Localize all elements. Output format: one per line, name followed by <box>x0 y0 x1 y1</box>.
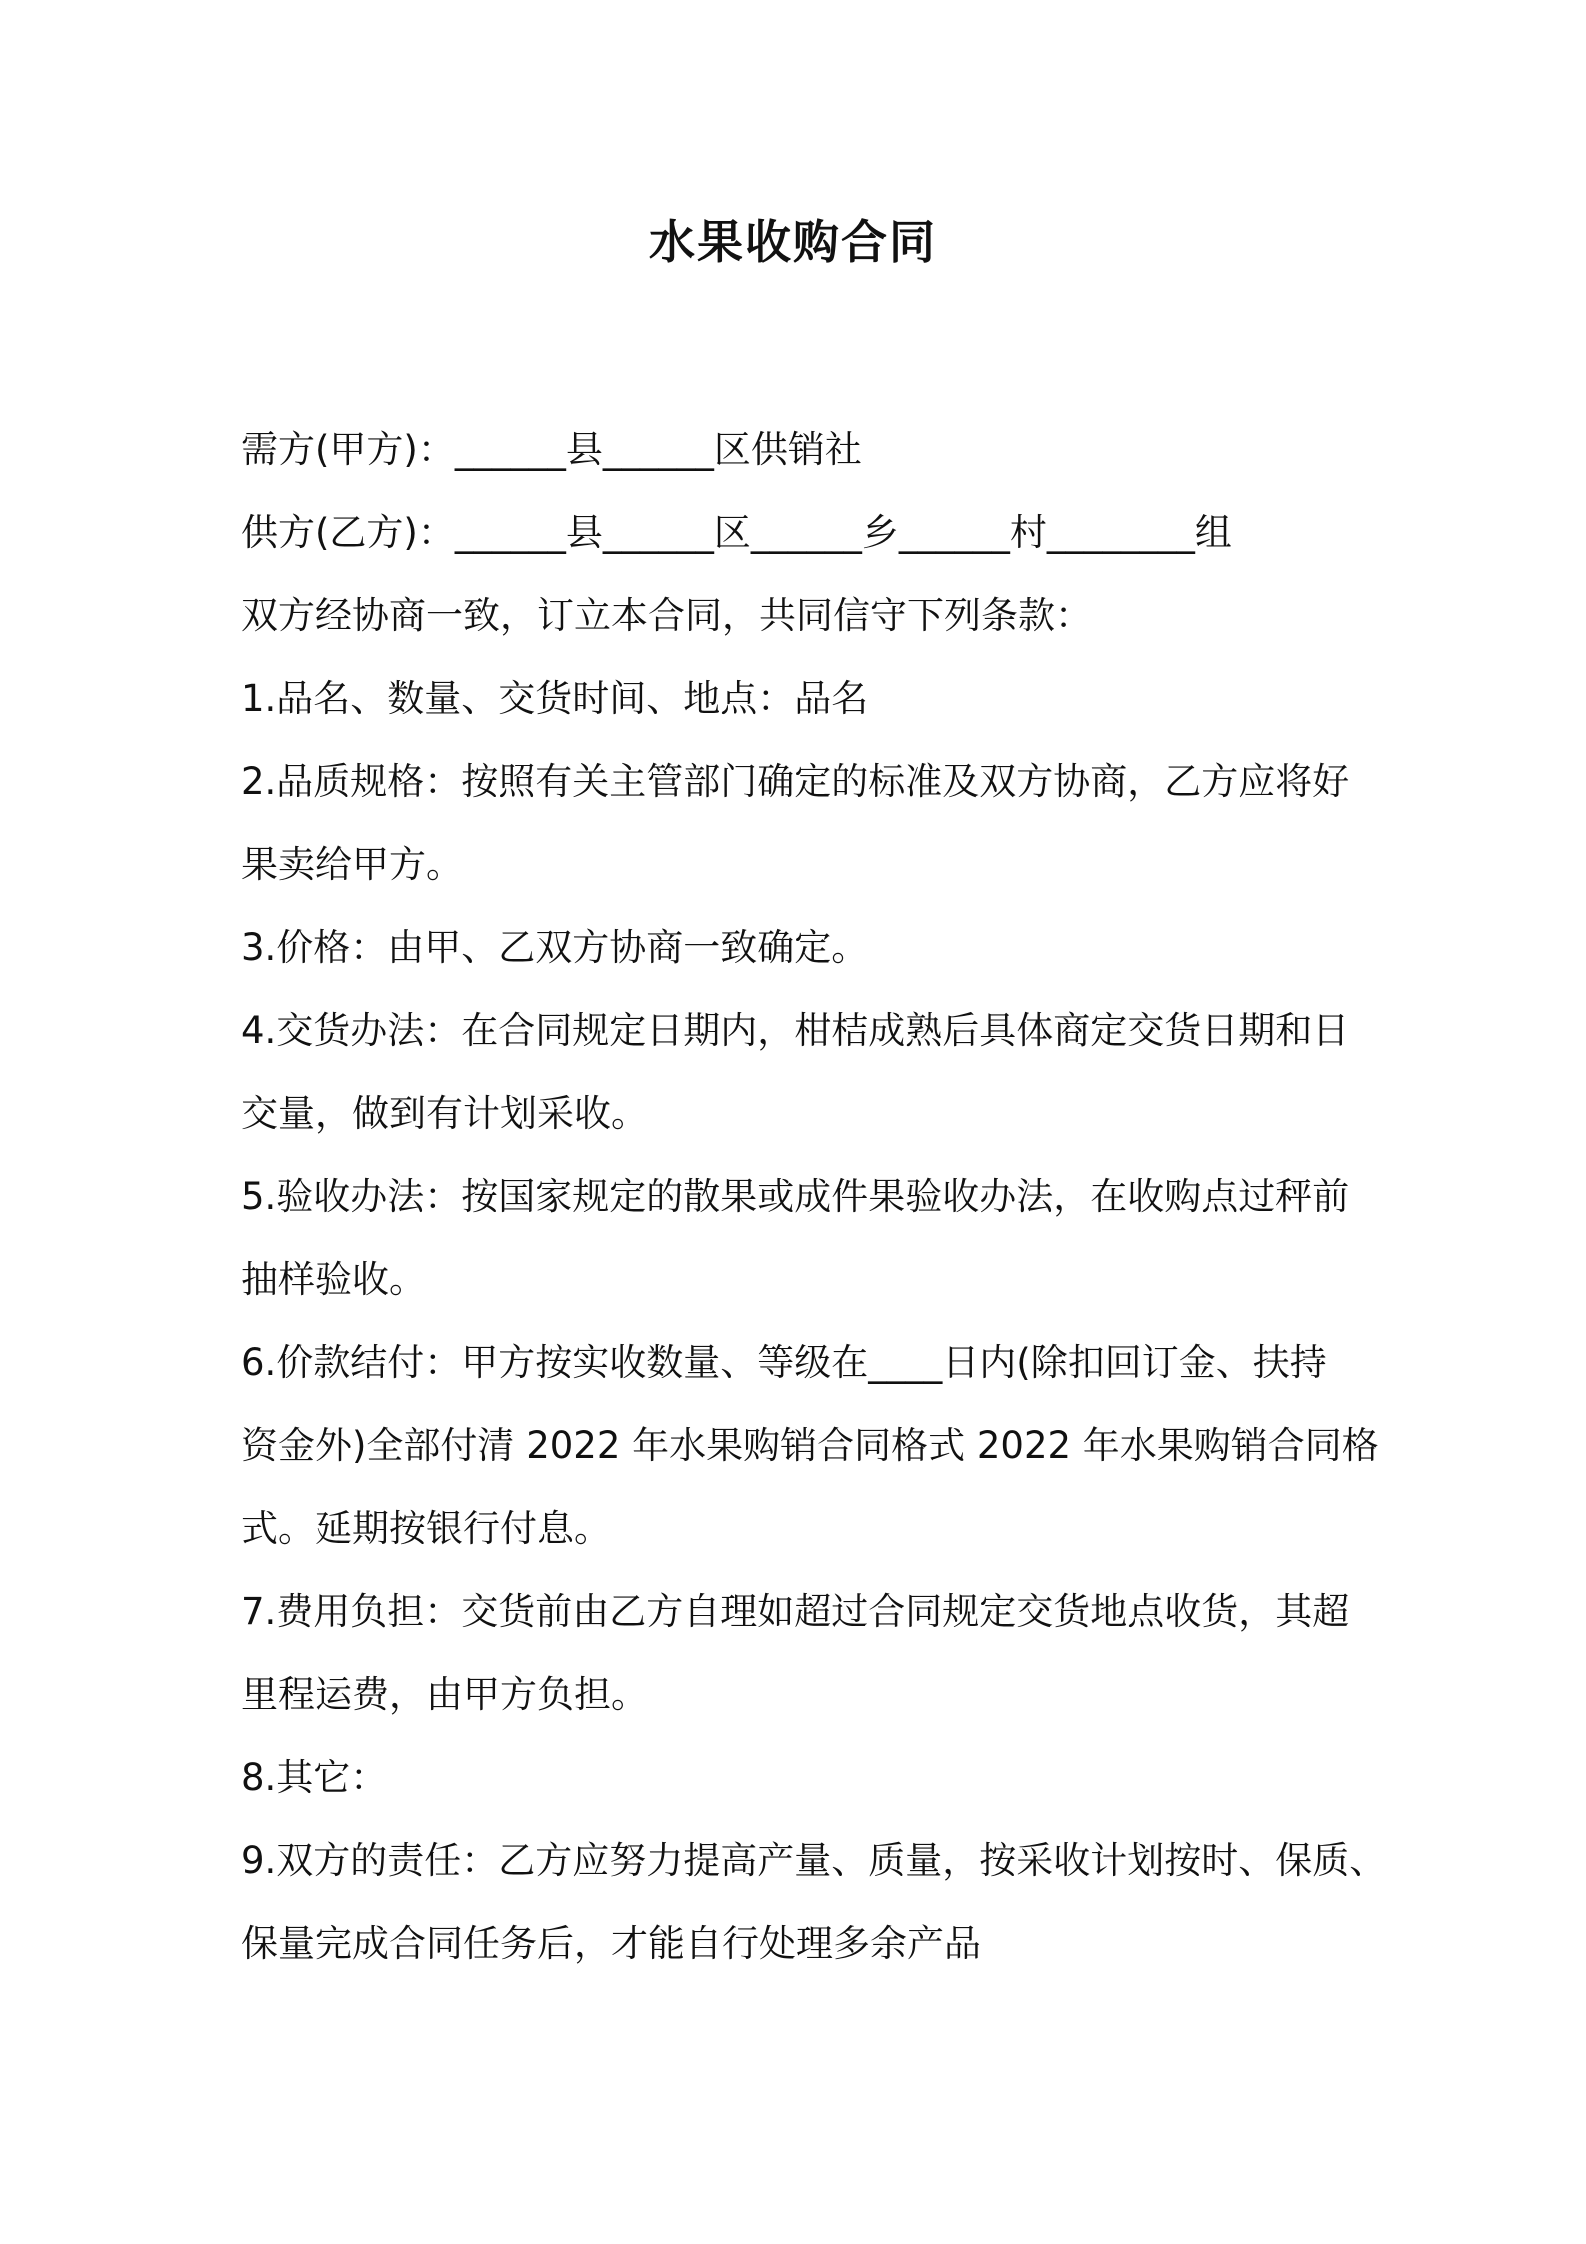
clause-5-continued: 抽样验收。 <box>241 1258 426 1301</box>
clause-2-continued: 果卖给甲方。 <box>241 843 463 886</box>
clause-6-line: 6.价款结付：甲方按实收数量、等级在____日内(除扣回订金、扶持 <box>241 1341 1327 1384</box>
document-title: 水果收购合同 <box>649 215 937 269</box>
intro-line: 双方经协商一致，订立本合同，共同信守下列条款： <box>241 594 1092 637</box>
clause-5-line: 5.验收办法：按国家规定的散果或成件果验收办法，在收购点过秤前 <box>241 1175 1350 1218</box>
clause-3-line: 3.价格：由甲、乙双方协商一致确定。 <box>241 926 869 969</box>
clause-9-line: 9.双方的责任：乙方应努力提高产量、质量，按采收计划按时、保质、 <box>241 1839 1387 1882</box>
clause-1-line: 1.品名、数量、交货时间、地点：品名 <box>241 677 869 720</box>
clause-6-continued: 资金外)全部付清 2022 年水果购销合同格式 2022 年水果购销合同格 <box>241 1424 1379 1467</box>
party-a-line: 需方(甲方)：______县______区供销社 <box>241 428 862 471</box>
clause-6-continued-2: 式。延期按银行付息。 <box>241 1507 611 1550</box>
document-body <box>241 408 1387 1985</box>
clause-9-continued: 保量完成合同任务后，才能自行处理多余产品 <box>241 1922 981 1965</box>
party-b-line: 供方(乙方)：______县______区______乡______村________组 <box>241 511 1232 554</box>
clause-2-line: 2.品质规格：按照有关主管部门确定的标准及双方协商，乙方应将好 <box>241 760 1350 803</box>
clause-7-continued: 里程运费，由甲方负担。 <box>241 1673 648 1716</box>
clause-4-line: 4.交货办法：在合同规定日期内，柑桔成熟后具体商定交货日期和日 <box>241 1009 1350 1052</box>
clause-8-line: 8.其它： <box>241 1756 388 1799</box>
clause-4-continued: 交量，做到有计划采收。 <box>241 1092 648 1135</box>
clause-7-line: 7.费用负担：交货前由乙方自理如超过合同规定交货地点收货，其超 <box>241 1590 1350 1633</box>
